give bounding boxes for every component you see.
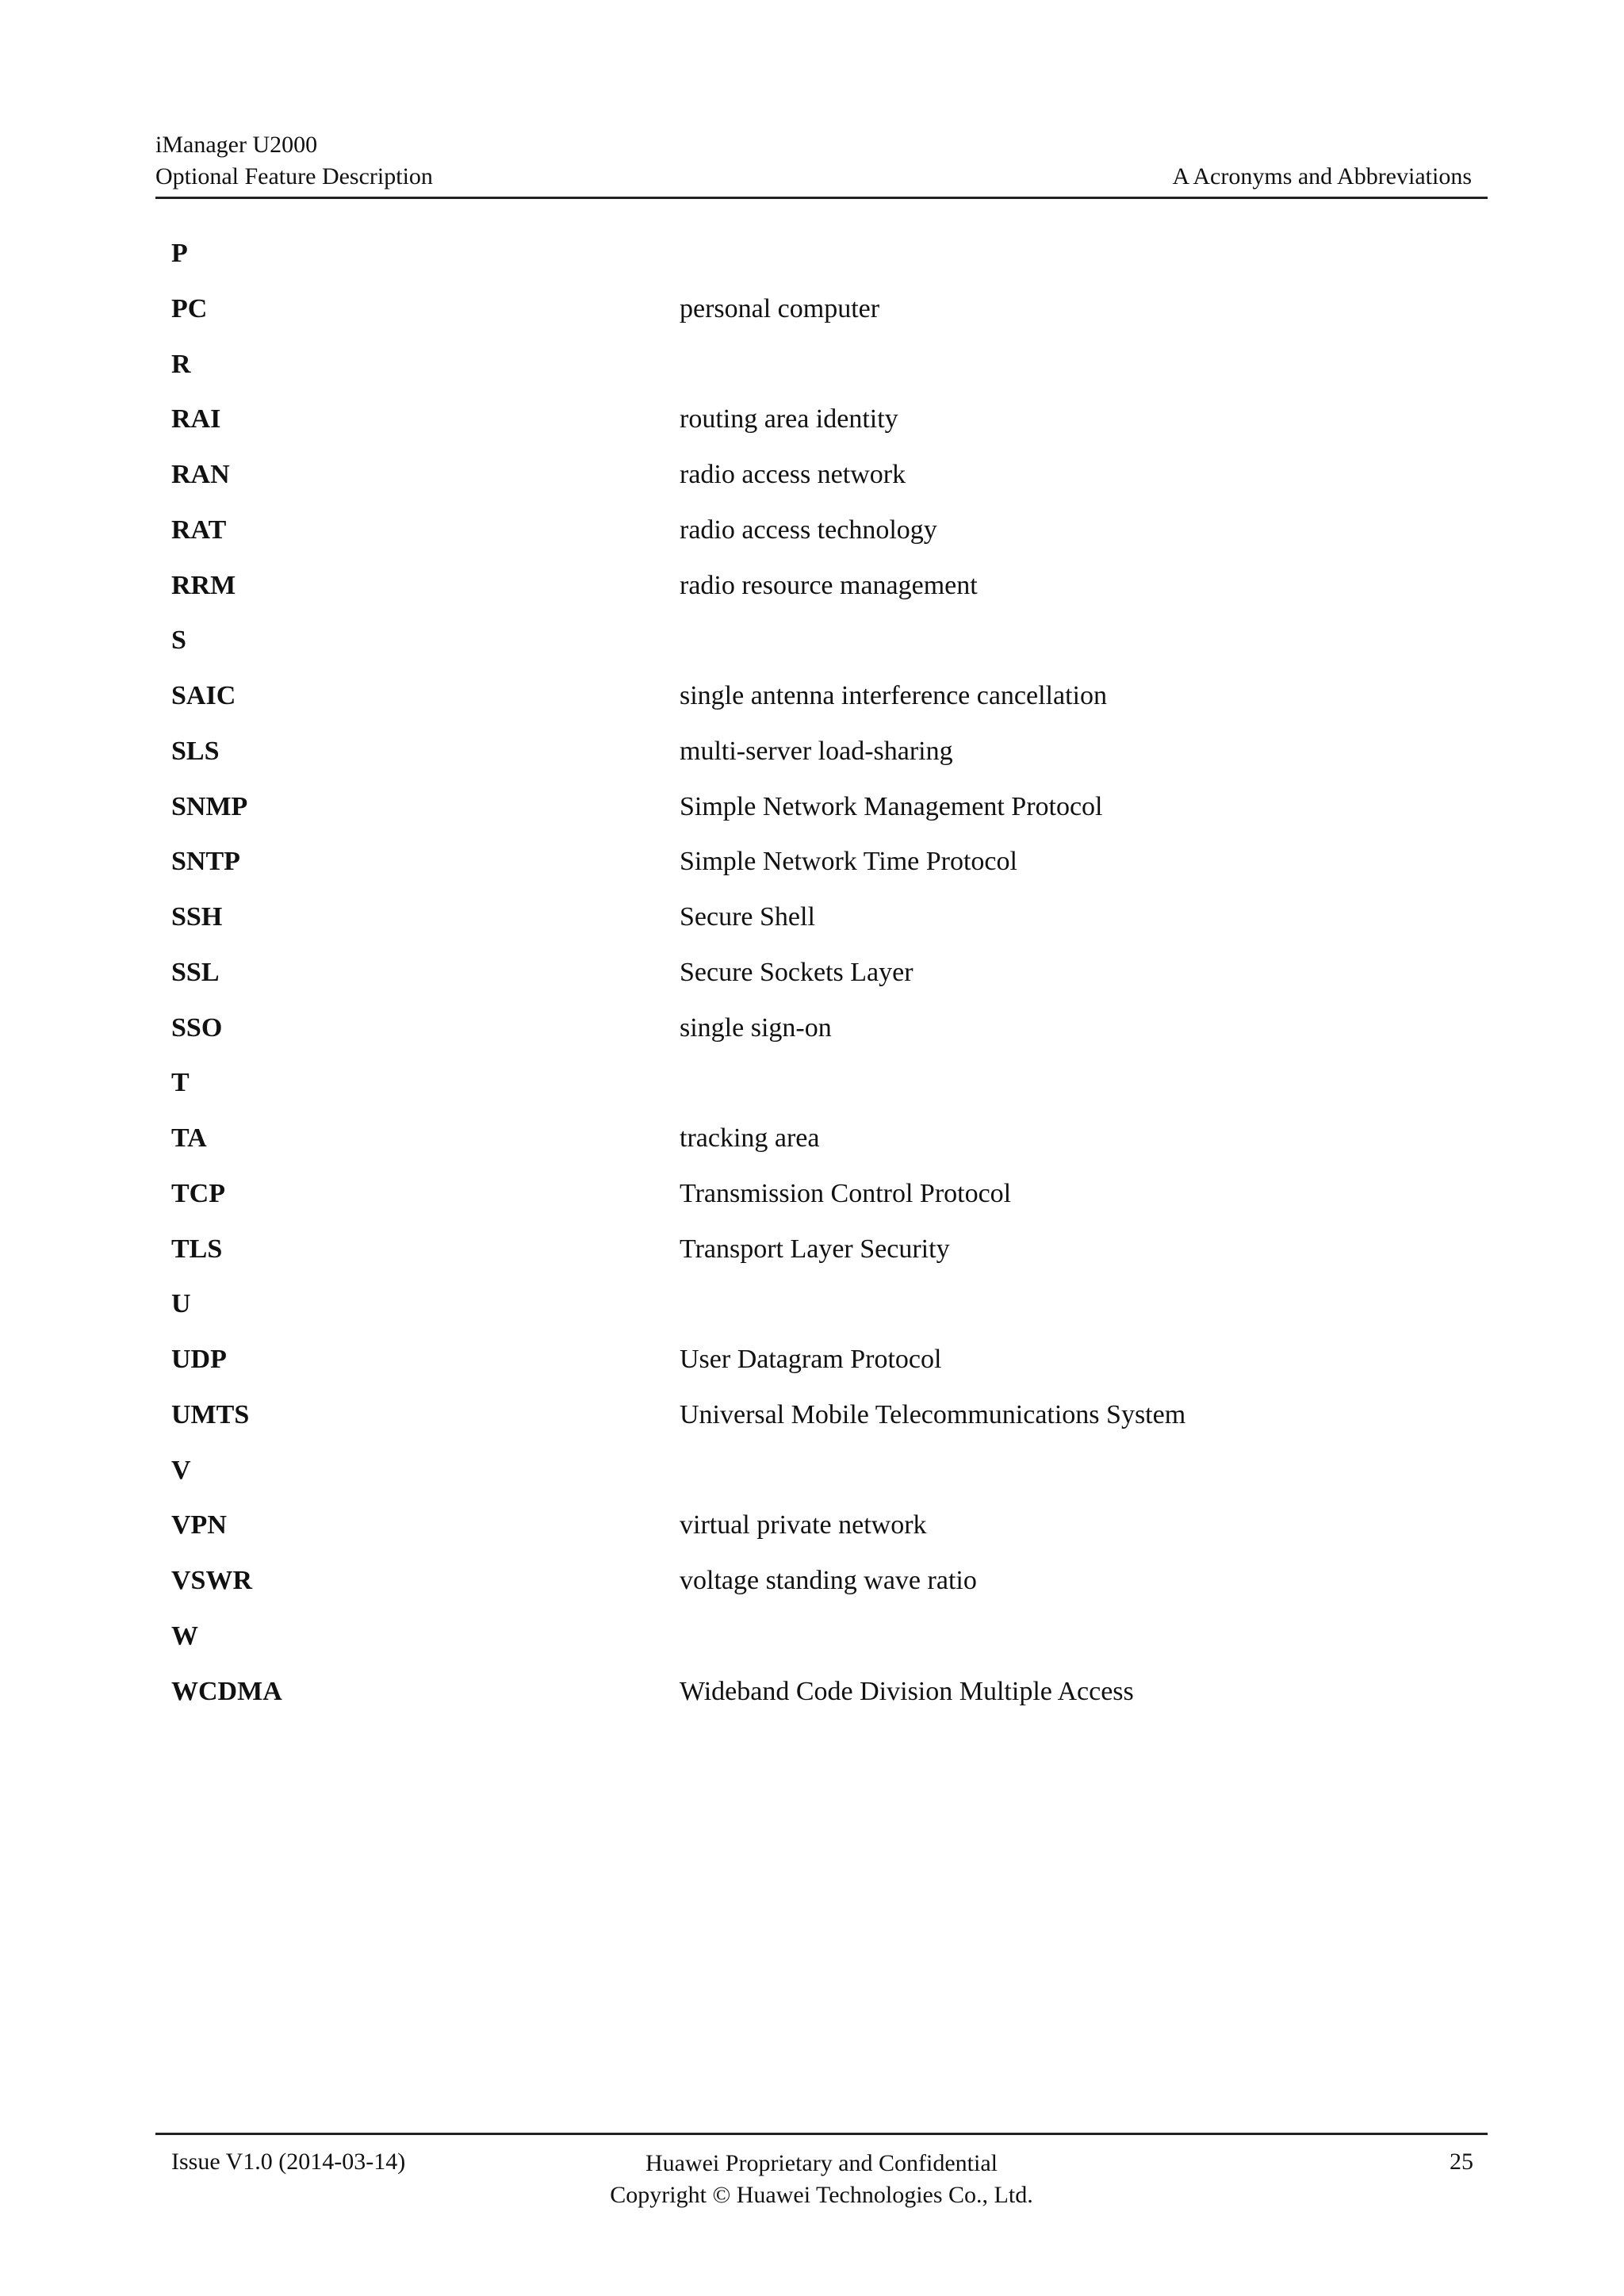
acronym-list	[171, 238, 1440, 1731]
acronym-term: SSH	[171, 902, 223, 932]
acronym-entry	[171, 1234, 1440, 1289]
section-letter-row	[171, 1455, 1440, 1510]
acronym-definition: Secure Sockets Layer	[680, 957, 914, 987]
header-product-name: iManager U2000	[155, 132, 318, 158]
acronym-entry	[171, 570, 1440, 626]
acronym-term: TLS	[171, 1234, 223, 1264]
acronym-term: SNTP	[171, 847, 240, 877]
acronym-entry	[171, 736, 1440, 791]
acronym-definition: radio access network	[680, 460, 906, 489]
acronym-definition: single antenna interference cancellation	[680, 681, 1107, 710]
acronym-term: SAIC	[171, 681, 236, 710]
page-footer	[155, 2133, 1488, 2214]
acronym-entry	[171, 1012, 1440, 1068]
acronym-definition: Transmission Control Protocol	[680, 1178, 1012, 1208]
acronym-entry	[171, 459, 1440, 515]
acronym-definition: multi-server load-sharing	[680, 736, 953, 766]
acronym-entry	[171, 1123, 1440, 1178]
acronym-term: VSWR	[171, 1566, 253, 1595]
acronym-entry	[171, 1676, 1440, 1732]
acronym-definition: Secure Shell	[680, 902, 815, 932]
section-letter: R	[171, 349, 191, 379]
acronym-entry	[171, 1178, 1440, 1234]
acronym-term: UMTS	[171, 1399, 250, 1429]
acronym-definition: User Datagram Protocol	[680, 1345, 942, 1374]
acronym-entry	[171, 957, 1440, 1012]
footer-confidentiality: Huawei Proprietary and Confidential	[645, 2150, 998, 2176]
acronym-entry	[171, 846, 1440, 901]
footer-copyright: Copyright © Huawei Technologies Co., Ltd.	[610, 2182, 1033, 2208]
section-letter: P	[171, 239, 188, 268]
section-letter: V	[171, 1455, 191, 1485]
section-letter-row	[171, 1621, 1440, 1676]
acronym-entry	[171, 1510, 1440, 1565]
acronym-entry	[171, 515, 1440, 570]
acronym-definition: tracking area	[680, 1123, 820, 1153]
page-number: 25	[1450, 2149, 1473, 2175]
acronym-entry	[171, 293, 1440, 349]
acronym-definition: Simple Network Time Protocol	[680, 847, 1017, 877]
acronym-entry	[171, 901, 1440, 957]
acronym-entry	[171, 1399, 1440, 1455]
section-letter-row	[171, 349, 1440, 404]
acronym-definition: personal computer	[680, 293, 880, 323]
acronym-term: RRM	[171, 570, 236, 600]
section-letter: S	[171, 626, 186, 656]
section-letter-row	[171, 238, 1440, 293]
acronym-term: RAN	[171, 460, 230, 489]
acronym-entry	[171, 791, 1440, 847]
section-letter: W	[171, 1621, 198, 1651]
acronym-definition: virtual private network	[680, 1510, 927, 1540]
header-document-title: Optional Feature Description	[155, 163, 433, 189]
acronym-term: RAT	[171, 515, 227, 545]
acronym-term: UDP	[171, 1345, 227, 1374]
acronym-term: SSL	[171, 957, 220, 987]
section-letter-row	[171, 1288, 1440, 1344]
acronym-entry	[171, 404, 1440, 459]
acronym-definition: single sign-on	[680, 1012, 832, 1043]
acronym-entry	[171, 680, 1440, 736]
acronym-term: SNMP	[171, 791, 248, 821]
section-letter: T	[171, 1068, 190, 1098]
acronym-definition: Wideband Code Division Multiple Access	[680, 1676, 1134, 1706]
acronym-term: PC	[171, 293, 208, 323]
header-chapter-title: A Acronyms and Abbreviations	[1172, 163, 1472, 189]
page-header	[155, 128, 1488, 199]
acronym-term: SSO	[171, 1012, 223, 1043]
acronym-term: TCP	[171, 1178, 225, 1208]
footer-center	[155, 2148, 1488, 2211]
acronym-definition: Simple Network Management Protocol	[680, 791, 1103, 821]
acronym-definition: radio access technology	[680, 515, 937, 545]
acronym-term: RAI	[171, 404, 221, 434]
acronym-definition: Transport Layer Security	[680, 1234, 950, 1264]
section-letter: U	[171, 1289, 191, 1319]
acronym-entry	[171, 1344, 1440, 1399]
acronym-definition: voltage standing wave ratio	[680, 1566, 977, 1595]
acronym-definition: routing area identity	[680, 404, 898, 434]
footer-issue: Issue V1.0 (2014-03-14)	[171, 2149, 406, 2175]
acronym-term: SLS	[171, 736, 220, 766]
acronym-term: WCDMA	[171, 1676, 282, 1706]
acronym-definition: Universal Mobile Telecommunications System	[680, 1399, 1186, 1429]
acronym-definition: radio resource management	[680, 570, 978, 600]
section-letter-row	[171, 1067, 1440, 1123]
acronym-term: VPN	[171, 1510, 227, 1540]
acronym-entry	[171, 1565, 1440, 1621]
acronym-term: TA	[171, 1123, 207, 1153]
section-letter-row	[171, 625, 1440, 680]
